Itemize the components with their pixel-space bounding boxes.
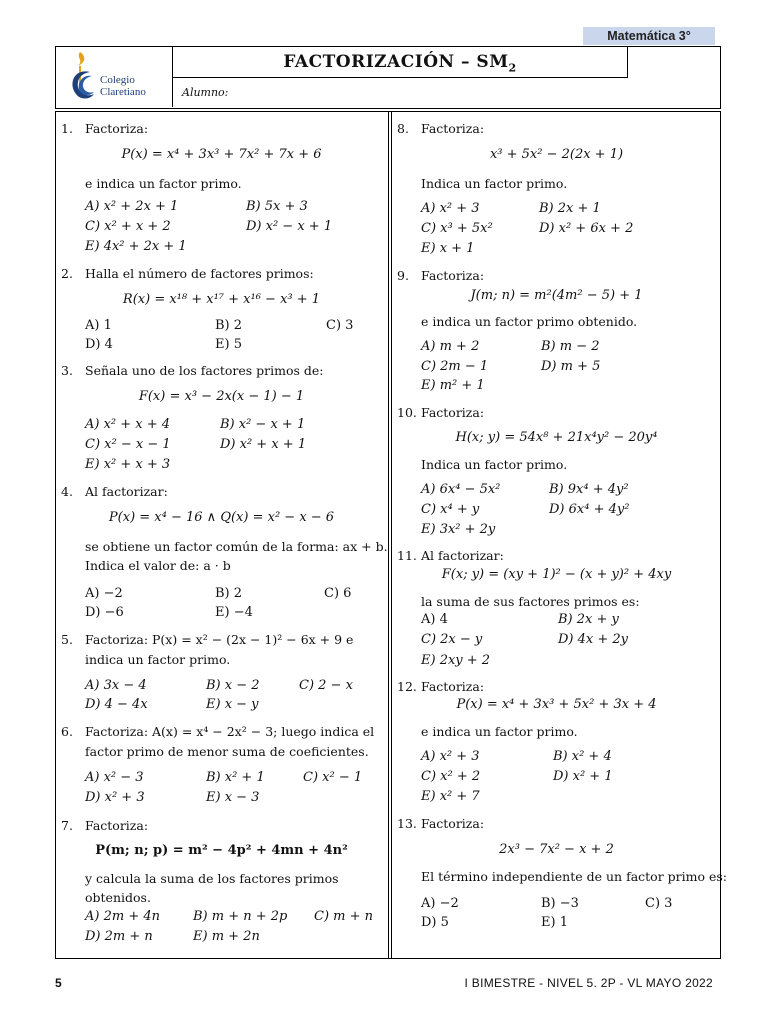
problem-7-option-b: B) m + n + 2p [193,909,288,924]
problem-1-option-a: A) x² + 2x + 1 [85,199,179,214]
problem-1-formula: P(x) = x⁴ + 3x³ + 7x² + 7x + 6 [121,147,322,162]
problem-9-option-b: B) m − 2 [541,339,600,354]
problem-12-option-a: A) x² + 3 [421,749,480,764]
problem-9-option-a: A) m + 2 [421,339,480,354]
subject-tag: Matemática 3° [583,27,715,45]
column-divider [388,111,392,959]
problem-4-option-d: D) −6 [85,605,124,620]
problem-12-option-e: E) x² + 7 [421,789,480,804]
problem-4-option-e: E) −4 [215,605,253,620]
problem-9-formula: J(m; n) = m²(4m² − 5) + 1 [470,288,643,303]
problem-10-tail: Indica un factor primo. [421,457,568,472]
problem-3-option-c: C) x² − x − 1 [85,437,171,452]
problem-10-option-e: E) 3x² + 2y [421,522,496,537]
problem-12-number: 12. [397,679,417,694]
problem-4-formula: P(x) = x⁴ − 16 ∧ Q(x) = x² − x − 6 [108,510,335,525]
problem-5-option-b: B) x − 2 [206,678,260,693]
problem-10-prompt: Factoriza: [421,405,485,420]
problem-13-option-b: B) −3 [541,896,579,911]
problem-9-number: 9. [397,268,409,283]
problem-10-option-c: C) x⁴ + y [421,502,480,517]
problem-10-formula: H(x; y) = 54x⁸ + 21x⁴y² − 20y⁴ [455,430,658,445]
problem-10-option-b: B) 9x⁴ + 4y² [549,482,629,497]
problem-8-prompt: Factoriza: [421,121,485,136]
problem-4-number: 4. [61,484,73,499]
problem-3-option-b: B) x² − x + 1 [220,417,306,432]
problem-6-option-b: B) x² + 1 [206,770,265,785]
problem-8-number: 8. [397,121,409,136]
problem-9-tail: e indica un factor primo obtenido. [421,314,638,329]
problem-3-option-d: D) x² + x + 1 [220,437,307,452]
page-title-subscript: 2 [508,61,517,75]
problem-4-line1: se obtiene un factor común de la forma: ax + b. [85,539,388,554]
page-title [173,47,628,78]
problem-3-prompt: Señala uno de los factores primos de: [85,363,324,378]
problem-4-option-a: A) −2 [85,586,123,601]
problem-13-formula: 2x³ − 7x² − x + 2 [499,842,614,857]
problem-12-option-d: D) x² + 1 [553,769,613,784]
problem-13-number: 13. [397,816,417,831]
problem-13-option-d: D) 5 [421,915,449,930]
problem-8-option-b: B) 2x + 1 [539,201,601,216]
problem-9-option-c: C) 2m − 1 [421,359,489,374]
problem-2-option-e: E) 5 [215,337,242,352]
problem-1-option-e: E) 4x² + 2x + 1 [85,239,187,254]
problem-6-option-a: A) x² − 3 [85,770,144,785]
problem-2-option-a: A) 1 [85,318,112,333]
student-label: Alumno: [182,86,229,99]
problem-11-option-e: E) 2xy + 2 [421,653,491,668]
problem-13-option-c: C) 3 [645,896,673,911]
problem-9-option-d: D) m + 5 [541,359,601,374]
org-name-line1: Colegio [100,74,135,86]
problem-13-prompt: Factoriza: [421,816,485,831]
problem-8-option-c: C) x³ + 5x² [421,221,493,236]
problem-4-line2: Indica el valor de: a · b [85,558,231,573]
problem-5-line2: indica un factor primo. [85,652,231,667]
problem-7-option-c: C) m + n [314,909,374,924]
page-number: 5 [55,976,62,990]
problem-6-line2: factor primo de menor suma de coeficientes. [85,744,369,759]
problem-1-option-d: D) x² − x + 1 [246,219,333,234]
header-right-box [628,47,722,78]
problem-12-option-b: B) x² + 4 [553,749,612,764]
header [55,46,721,109]
problem-2-prompt: Halla el número de factores primos: [85,266,314,281]
problem-13-tail: El término independiente de un factor primo es: [421,869,728,884]
problem-7-option-d: D) 2m + n [85,929,153,944]
problem-5-option-e: E) x − y [206,697,259,712]
problem-12-option-c: C) x² + 2 [421,769,481,784]
problem-8-tail: Indica un factor primo. [421,176,568,191]
problem-3-formula: F(x) = x³ − 2x(x − 1) − 1 [138,389,305,404]
problem-6-number: 6. [61,724,73,739]
problem-2-number: 2. [61,266,73,281]
problem-10-option-d: D) 6x⁴ + 4y² [549,502,630,517]
problem-1-tail: e indica un factor primo. [85,176,242,191]
problem-11-number: 11. [397,548,417,563]
problem-6-line1: Factoriza: A(x) = x⁴ − 2x² − 3; luego indica el [85,724,375,739]
problem-6-option-d: D) x² + 3 [85,790,145,805]
problem-7-option-a: A) 2m + 4n [85,909,160,924]
problem-12-tail: e indica un factor primo. [421,724,578,739]
problem-5-number: 5. [61,632,73,647]
problem-5-option-d: D) 4 − 4x [85,697,148,712]
problem-8-option-a: A) x² + 3 [421,201,480,216]
problem-11-tail: la suma de sus factores primos es: [421,594,640,609]
problem-8-formula: x³ + 5x² − 2(2x + 1) [489,147,624,162]
problem-3-number: 3. [61,363,73,378]
school-logo [56,47,173,107]
problem-9-option-e: E) m² + 1 [421,378,485,393]
problem-2-option-c: C) 3 [326,318,354,333]
org-name-line2: Claretiano [100,86,146,98]
problem-9-prompt: Factoriza: [421,268,485,283]
problem-11-option-a: A) 4 [421,612,448,627]
problem-12-prompt: Factoriza: [421,679,485,694]
problem-10-option-a: A) 6x⁴ − 5x² [421,482,501,497]
problem-7-prompt: Factoriza: [85,818,149,833]
page-title-text: FACTORIZACIÓN – SM [283,52,509,72]
problem-3-option-e: E) x² + x + 3 [85,457,171,472]
problem-12-formula: P(x) = x⁴ + 3x³ + 5x² + 3x + 4 [456,697,657,712]
problem-10-number: 10. [397,405,417,420]
problem-13-option-e: E) 1 [541,915,568,930]
problem-7-option-e: E) m + 2n [193,929,260,944]
problem-11-option-d: D) 4x + 2y [558,632,629,647]
problem-1-prompt: Factoriza: [85,121,149,136]
problem-5-option-a: A) 3x − 4 [85,678,147,693]
problem-3-option-a: A) x² + x + 4 [85,417,171,432]
problem-1-option-b: B) 5x + 3 [246,199,308,214]
problem-2-option-b: B) 2 [215,318,243,333]
problem-11-option-b: B) 2x + y [558,612,619,627]
problem-11-option-c: C) 2x − y [421,632,483,647]
problem-11-formula: F(x; y) = (xy + 1)² − (x + y)² + 4xy [441,567,672,582]
problem-4-prompt: Al factorizar: [85,484,168,499]
problem-1-number: 1. [61,121,73,136]
problem-2-option-d: D) 4 [85,337,113,352]
problem-13-option-a: A) −2 [421,896,459,911]
torch-logo-icon [64,50,100,106]
problem-6-option-c: C) x² − 1 [303,770,363,785]
problem-7-number: 7. [61,818,73,833]
student-field[interactable] [173,78,722,107]
footer-info: I BIMESTRE - NIVEL 5. 2P - VL MAYO 2022 [464,976,713,990]
problem-5-option-c: C) 2 − x [299,678,353,693]
problem-7-line1: y calcula la suma de los factores primos [85,871,339,886]
problem-7-formula: P(m; n; p) = m² − 4p² + 4mn + 4n² [95,843,348,858]
problem-1-option-c: C) x² + x + 2 [85,219,171,234]
problem-8-option-d: D) x² + 6x + 2 [539,221,634,236]
problem-4-option-c: C) 6 [324,586,352,601]
problem-6-option-e: E) x − 3 [206,790,260,805]
problem-8-option-e: E) x + 1 [421,241,475,256]
problem-4-option-b: B) 2 [215,586,243,601]
problem-2-formula: R(x) = x¹⁸ + x¹⁷ + x¹⁶ − x³ + 1 [122,292,321,307]
problem-11-prompt: Al factorizar: [421,548,504,563]
problem-7-line2: obtenidos. [85,890,151,905]
problem-5-line1: Factoriza: P(x) = x² − (2x − 1)² − 6x + 9 e [85,632,354,647]
